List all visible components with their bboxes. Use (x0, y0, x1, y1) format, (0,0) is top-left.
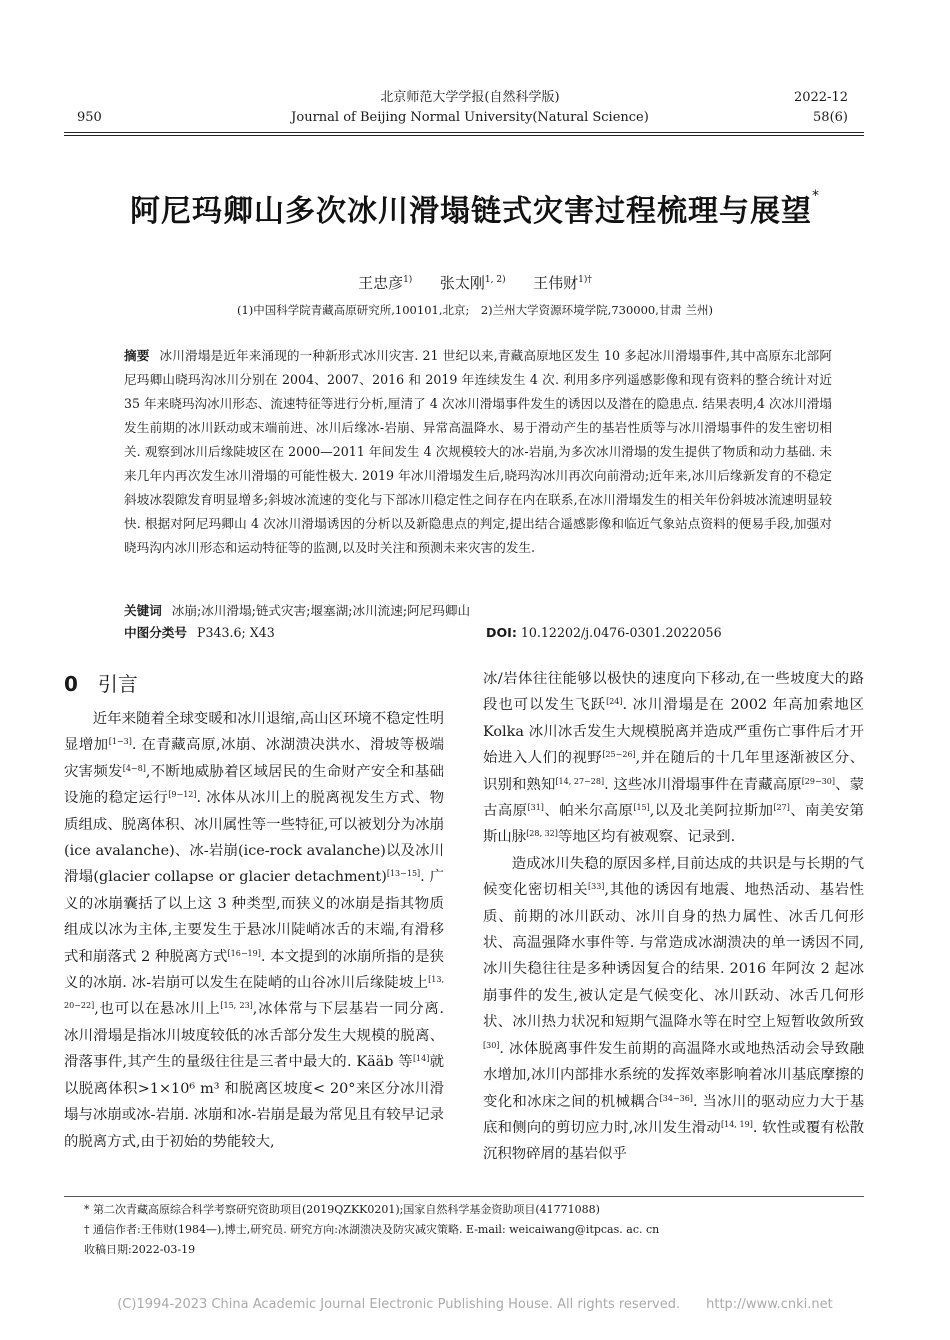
text-run: 冰/岩体往往能够以极快的速度向下移动,在一些坡度大的路段也可以发生飞跃 (483, 671, 864, 714)
classification-label: 中图分类号 (124, 625, 187, 640)
text-run: . 广义的冰崩囊括了以上这 3 种类型,而狭义的冰崩是指其物质组成以冰为主体,主要发生于悬冰川陡峭冰舌的末端,有滑移式和崩落式 2 种脱离方式 (64, 869, 444, 965)
text-run: . 在青藏高原,冰崩、冰湖溃决洪水、滑坡等极端灾害频发 (64, 737, 444, 780)
header-rule (64, 132, 864, 133)
citation: [27] (773, 803, 790, 813)
citation: [9−12] (168, 790, 197, 800)
citation: [34−36] (659, 1093, 693, 1103)
footnote-received: 收稿日期:2022-03-19 (84, 1243, 196, 1256)
text-run: ,并在随后的十几年里逐渐被区分、识别和熟知 (483, 750, 864, 793)
text-run: 近年来随着全球变暖和冰川退缩,高山区环境不稳定性明显增加 (64, 711, 444, 754)
citation: [14] (412, 1054, 430, 1064)
page-number: 950 (77, 110, 102, 125)
body-column-left (64, 706, 444, 1155)
doi (486, 622, 722, 644)
paragraph (483, 666, 864, 851)
text-run: 就以脱离体积>1×10⁶ m³ 和脱离区坡度< 20°来区分冰川滑塌与冰崩或冰-岩崩. 冰崩和冰-岩崩是最为常见且有较早记录的脱离方式,由于初始的势能较大, (64, 1054, 444, 1150)
running-header (200, 88, 740, 128)
paragraph (483, 851, 864, 1168)
classification-text: P343.6; X43 (196, 625, 275, 640)
affiliations: (1)中国科学院青藏高原研究所,100101,北京; 2)兰州大学资源环境学院,730000,甘肃 兰州) (236, 303, 714, 317)
author-sup: 1)† (578, 275, 592, 285)
journal-title-en: Journal of Beijing Normal University(Natural Science) (291, 110, 649, 125)
title-text: 阿尼玛卿山多次冰川滑塌链式灾害过程梳理与展望 (130, 194, 812, 229)
text-run: 、蒙古高原 (483, 776, 864, 820)
author-sup: 1) (403, 275, 413, 285)
citation: [1−3] (108, 737, 132, 747)
title-footnote-mark: * (812, 188, 820, 204)
citation: [31] (527, 803, 544, 813)
text-run: 造成冰川失稳的原因多样,目前达成的共识是与长期的气候变化密切相关 (483, 855, 864, 899)
keywords-text: 冰崩;冰川滑塌;链式灾害;堰塞湖;冰川流速;阿尼玛卿山 (171, 603, 471, 618)
author-name: 王忠彦 (358, 274, 404, 292)
footnotes (64, 1200, 659, 1260)
author-name: 王伟财 (533, 274, 579, 292)
text-run: . 这些冰川滑塌事件在青藏高原 (604, 776, 802, 793)
copyright-footer: (C)1994-2023 China Academic Journal Electronic Publishing House. All rights reserved. http://www.cnki.net (117, 1297, 833, 1312)
citation: [15, 23] (220, 1001, 253, 1011)
text-run: ,其他的诱因有地震、地热活动、基岩性质、前期的冰川跃动、冰川自身的热力属性、冰舌几何形状、高温强降水事件等. 与常造成冰湖溃决的单一诱因不同,冰川失稳往往是多种诱因复合的结果. 2016 年阿汝 2 起冰崩事件的发生,被认定是气候变化、冰川跃动、冰舌几何形状、冰川热力状况和短期气温降水等在时空上短暂收敛所致 (483, 882, 864, 1031)
abstract-text: 冰川滑塌是近年来涌现的一种新形式冰川灾害. 21 世纪以来,青藏高原地区发生 10 多起冰川滑塌事件,其中高原东北部阿尼玛卿山晓玛沟冰川分别在 2004、2007、2016 和 2019 年连续发生 4 次. 利用多序列遥感影像和现有资料的整合统计对近 35 年来晓玛沟冰川形态、流速特征等进行分析,厘清了 4 次冰川滑塌事件发生的诱因以及潜在的隐患点. 结果表明,4 次冰川滑塌发生前期的冰川跃动或末端前进、冰川后缘冰-岩崩、异常高温降水、易于滑动产生的基岩性质等与冰川滑塌事件的发生密切相关. 观察到冰川后缘陡坡区在 2000—2011 年间发生 4 次规模较大的冰-岩崩,为多次冰川滑塌的发生提供了物质和动力基础. 未来几年内再次发生冰川滑塌的可能性极大. 2019 年冰川滑塌发生后,晓玛沟冰川再次向前滑动;近年来,冰川后缘新发育的不稳定斜坡冰裂隙发育明显增多;斜坡冰流速的变化与下部冰川稳定性之间存在内在联系,在冰川滑塌发生的相关年份斜坡冰流速明显较快. 根据对阿尼玛卿山 4 次冰川滑塌诱因的分析以及新隐患点的判定,提出结合遥感影像和临近气象站点资料的便易手段,加强对晓玛沟内冰川形态和运动特征等的监测,以及时关注和预测未来灾害的发生. (124, 348, 833, 555)
text-run: ,以及北美阿拉斯加 (649, 803, 774, 820)
section-heading (64, 668, 138, 697)
citation: [29−30] (801, 776, 835, 786)
keywords-label: 关键词 (124, 603, 162, 618)
citation: [13−15] (386, 869, 421, 879)
citation: [24] (606, 697, 623, 707)
text-run: ,不断地威胁着区域居民的生命财产安全和基础设施的稳定运行 (64, 763, 444, 807)
text-run: 、南美安第斯山脉 (483, 803, 864, 846)
text-run: . 冰体脱离事件发生前期的高温降水或地热活动会导致融水增加,冰川内部排水系统的发挥效率影响着冰川基底摩擦的变化和冰床之间的机械耦合 (483, 1040, 864, 1110)
citation: [13, 20−22] (64, 975, 444, 1011)
author-sup: 1, 2) (484, 275, 506, 285)
citation: [14, 19] (720, 1119, 753, 1129)
author-list (0, 272, 950, 293)
citation: [30] (483, 1040, 500, 1050)
text-run: . 冰川滑塌是在 2002 年高加索地区 Kolka 冰川冰舌发生大规模脱离并造成严重伤亡事件后才开始进入人们的视野 (483, 697, 864, 767)
text-run: ,也可以在悬冰川上 (94, 1001, 221, 1018)
paragraph (64, 706, 444, 1155)
header-rule-2 (64, 135, 864, 136)
doi-label: DOI: (486, 625, 517, 640)
text-run: ,冰体常与下层基岩一同分离. 冰川滑塌是指冰川坡度较低的冰舌部分发生大规模的脱离、滑落事件,其产生的量级往往是三者中最大的. Kääb 等 (64, 1001, 445, 1071)
author-name: 张太刚 (439, 274, 485, 292)
citation: [28, 32] (526, 829, 558, 839)
issue-date: 2022-12 (793, 90, 848, 105)
text-run: . 软性或覆有松散沉积物碎屑的基岩似乎 (483, 1119, 864, 1163)
issue-info (740, 88, 848, 128)
keywords (124, 600, 470, 622)
article-title (60, 186, 890, 230)
abstract (124, 344, 832, 560)
text-run: 等地区均有被观察、记录到. (557, 829, 736, 846)
text-run: . 当冰川的驱动应力大于基底和侧向的剪切应力时,冰川发生滑动 (483, 1093, 864, 1136)
citation: [25−26] (602, 750, 636, 760)
text-run: 、帕米尔高原 (543, 803, 634, 820)
citation: [16−19] (227, 948, 261, 958)
text-run: . 本文提到的冰崩所指的是狭义的冰崩. 冰-岩崩可以发生在陡峭的山谷冰川后缘陡坡上 (64, 948, 444, 992)
doi-text: 10.12202/j.0476-0301.2022056 (520, 625, 722, 640)
citation: [33] (588, 882, 605, 892)
classification (124, 622, 275, 644)
citation: [15] (633, 803, 650, 813)
volume-issue: 58(6) (813, 110, 848, 125)
footnote-rule (64, 1196, 864, 1197)
abstract-label: 摘要 (124, 348, 150, 363)
section-number: 0 (64, 672, 78, 696)
footnote-funding: * 第二次青藏高原综合科学考察研究资助项目(2019QZKK0201);国家自然科学基金资助项目(41771088) (84, 1203, 600, 1216)
citation: [14, 27−28] (555, 776, 605, 786)
body-column-right (483, 666, 864, 1168)
journal-title-cn: 北京师范大学学报(自然科学版) (380, 90, 560, 105)
section-title: 引言 (97, 672, 138, 696)
citation: [4−8] (122, 763, 146, 773)
text-run: . 冰体从冰川上的脱离视发生方式、物质组成、脱离体积、冰川属性等一些特征,可以被划分为冰崩(ice avalanche)、冰-岩崩(ice-rock avalanche)以及冰川滑塌(glacier collapse or glacier detachment) (64, 790, 444, 886)
footnote-corresponding: † 通信作者:王伟财(1984—),博士,研究员. 研究方向:冰湖溃决及防灾减灾策略. E-mail: weicaiwang@itpcas. ac. cn (84, 1223, 660, 1236)
